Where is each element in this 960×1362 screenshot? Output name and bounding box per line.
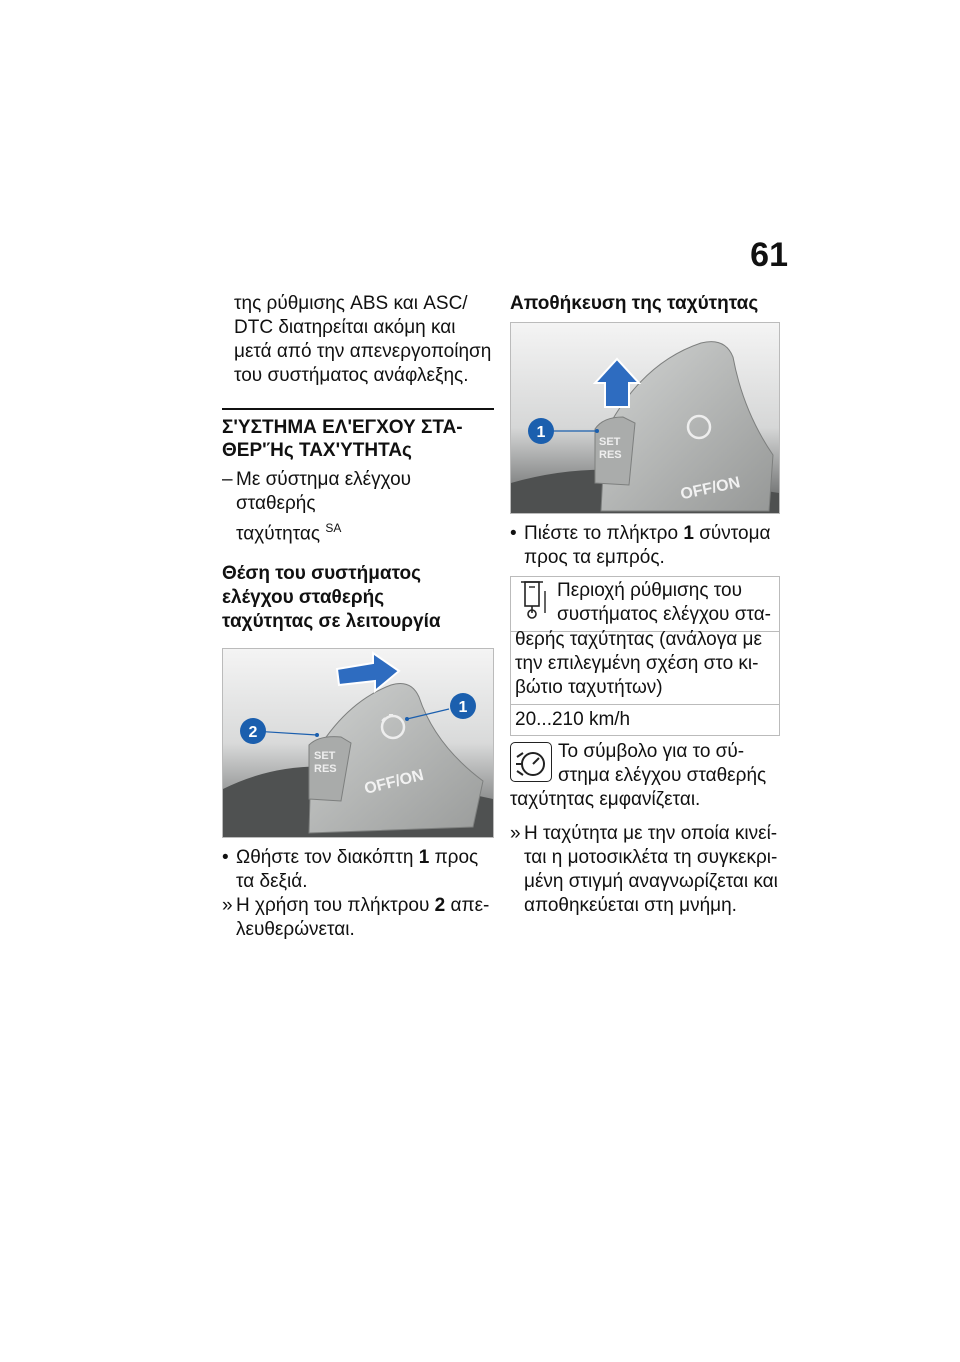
- button-number: 2: [434, 895, 446, 917]
- intro-paragraph: [222, 292, 494, 388]
- set-res-button-label: SET: [599, 436, 621, 448]
- bullet-text: Ωθήστε τον διακόπτη: [236, 847, 414, 869]
- set-res-button-label: SET: [314, 750, 336, 763]
- bullet-text: Πιέστε το πλήκτρο: [524, 523, 679, 544]
- indicator-note: [510, 740, 780, 812]
- result-marker: »: [222, 895, 233, 917]
- result-text: αποθηκεύεται στη μνήμη.: [524, 895, 737, 916]
- spec-table: [510, 576, 780, 736]
- set-res-button-label: RES: [314, 763, 337, 776]
- result-text: Η χρήση του πλήκτρου: [236, 895, 430, 917]
- figure-switch-on: [222, 648, 494, 838]
- dash-marker: –: [222, 469, 233, 490]
- page-number: 61: [750, 236, 788, 274]
- result-item: [510, 822, 780, 918]
- bullet-marker: •: [510, 523, 517, 544]
- left-column: [222, 292, 494, 942]
- off-on-label: OFF/ON: [679, 474, 742, 504]
- spec-text: βώτιο ταχυτήτων): [515, 677, 663, 698]
- spec-description-continued: [511, 628, 779, 705]
- cruise-control-indicator-icon: [510, 742, 552, 782]
- note-text: στημα ελέγχου σταθερής: [558, 765, 767, 786]
- section-title: [222, 416, 494, 462]
- bullet-text: τα δεξιά.: [236, 871, 308, 893]
- callout-1-label: 1: [458, 699, 468, 717]
- note-text: ταχύτητας εμφανίζεται.: [510, 789, 701, 810]
- bullet-text: προς τα εμπρός.: [524, 547, 665, 568]
- intro-line: της ρύθμισης ABS και ASC/: [234, 293, 468, 314]
- bullet-marker: •: [222, 847, 229, 869]
- equipment-line: [222, 468, 494, 546]
- intro-line: μετά από την απενεργοποίηση: [234, 341, 492, 362]
- section-rule: [222, 408, 494, 410]
- sa-label: SA: [325, 521, 342, 535]
- subsection-title-line: ελέγχου σταθερής: [222, 587, 385, 609]
- result-marker: »: [510, 823, 521, 844]
- bullet-text: προς: [434, 847, 479, 869]
- spec-text: συστήματος ελέγχου στα-: [557, 604, 772, 625]
- intro-line: DTC διατηρείται ακόμη και: [234, 317, 456, 338]
- bullet-item: [510, 522, 780, 570]
- result-text: μένη στιγμή αναγνωρίζεται και: [524, 871, 778, 892]
- off-on-label: OFF/ON: [362, 767, 426, 799]
- set-button-illustration: [511, 323, 779, 513]
- right-column: [510, 292, 780, 918]
- section-title-line: ΘΕΡ'Ής ΤΑΧ'ΥΤΗΤΑς: [222, 440, 412, 461]
- subsection-title-line: ταχύτητας σε λειτουργία: [222, 611, 441, 633]
- callout-1-label: 1: [536, 424, 546, 441]
- button-number: 1: [683, 523, 694, 544]
- subsection-title: [222, 562, 494, 634]
- equipment-text: Με σύστημα ελέγχου σταθερής: [236, 469, 412, 514]
- set-res-button-label: RES: [599, 449, 622, 461]
- adjustment-range-icon: [515, 579, 557, 619]
- spec-description-row: [511, 577, 779, 632]
- spec-text: Περιοχή ρύθμισης του: [557, 580, 742, 601]
- callout-2-label: 2: [248, 724, 258, 742]
- bullet-text: σύντομα: [699, 523, 771, 544]
- result-item: [222, 894, 494, 942]
- subsection-title-line: Θέση του συστήματος: [222, 563, 422, 585]
- bullet-item: [222, 846, 494, 894]
- switch-number: 1: [418, 847, 430, 869]
- section-title-line: Σ'ΥΣΤΗΜΑ ΕΛ'ΕΓΧΟΥ ΣΤΑ-: [222, 417, 463, 438]
- note-text: Το σύμβολο για το σύ-: [558, 741, 745, 762]
- spec-text: την επιλεγμένη σχέση στο κι-: [515, 653, 759, 674]
- spec-text: θερής ταχύτητας (ανάλογα με: [515, 629, 762, 650]
- store-speed-title: Αποθήκευση της ταχύτητας: [510, 293, 759, 314]
- cruise-control-switch-illustration: [223, 649, 493, 837]
- intro-line: του συστήματος ανάφλεξης.: [234, 365, 469, 386]
- result-text: λευθερώνεται.: [236, 919, 355, 941]
- spec-value: 20...210 km/h: [515, 709, 631, 730]
- result-text: Η ταχύτητα με την οποία κινεί-: [524, 823, 778, 844]
- equipment-text: ταχύτητας: [236, 523, 321, 545]
- result-text: ται η μοτοσικλέτα τη συγκεκρι-: [524, 847, 778, 868]
- figure-store-speed: [510, 322, 780, 514]
- result-text: απε-: [450, 895, 490, 917]
